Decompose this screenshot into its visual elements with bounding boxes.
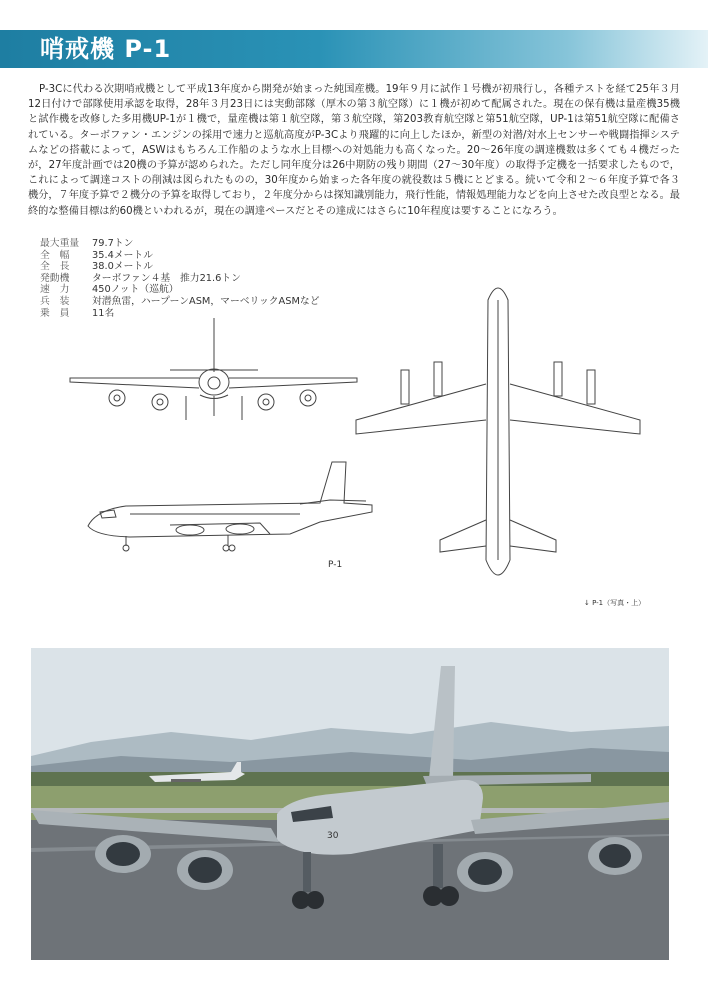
side-view-drawing [88, 462, 372, 551]
page-title: 哨戒機 P-1 [40, 35, 172, 63]
spec-value: 35.4メートル [92, 249, 154, 261]
spec-label: 全 長 [40, 261, 70, 273]
front-view-drawing [70, 318, 357, 420]
spec-value: 450ノット（巡航） [92, 284, 179, 296]
spec-value: 38.0メートル [92, 261, 154, 273]
top-view-drawing [356, 288, 640, 575]
spec-value: 79.7トン [92, 238, 134, 249]
spec-value: 対潜魚雷，ハープーンASM，マーベリックASMなど [92, 295, 320, 307]
spec-label: 発動機 [40, 272, 70, 284]
spec-value: 11名 [92, 307, 115, 319]
spec-label: 兵 装 [40, 295, 70, 307]
intro-paragraph: P-3Cに代わる次期哨戒機として平成13年度から開発が始まった純国産機。19年９月に試作１号機が初飛行し，各種テストを経て25年３月12日付けで部隊使用承認を取得，28年３月23日には実動部隊（厚木の第３航空隊）に１機が初めて配属された。現在の保有機は量産機35機と試作機を改修した多用機UP-1が１機で，量産機は第１航空隊，第３航空隊，第203教育航空隊と第51航空隊，UP-1は第51航空隊に配備されている。ターボファン・エンジンの採用で速力と巡航高度がP-3Cより飛躍的に向上したほか，新型の対潜/対水上センサーや戦闘指揮システムなどの搭載によって，ASWはもちろん工作船のような水上目標への対処能力も高くなった。20～26年度の調達機数は多くても４機だったが，27年度計画では20機の予算が認められた。ただし同年度分は26中期防の残り期間（27～30年度）の取得予定機を一括要求したもので，これによって調達コストの削減は図られたものの，30年度から始まった各年度の就役数は５機にとどまる。続いて令和２～６年度予算で各３機分，７年度予算で２機分の予算を取得しており，２年度分からは探知識別能力，飛行性能，情報処理能力などを向上させた改良型となる。最終的な整備目標は約60機といわれるが，現在の調達ペースだとその達成にはさらに10年程度は要することになろう。 [28, 84, 680, 217]
nose-number: 30 [327, 831, 339, 841]
spec-label: 速 力 [40, 284, 70, 296]
spec-value: ターボファン４基 推力21.6トン [92, 272, 241, 284]
spec-label: 最大重量 [40, 238, 80, 249]
spec-label: 全 幅 [40, 249, 70, 261]
aircraft-photo [31, 648, 669, 960]
side-view-caption: P-1 [328, 560, 343, 570]
spec-label: 乗 員 [40, 307, 70, 319]
top-view-caption: ↓ P-1（写真・上） [584, 599, 646, 607]
